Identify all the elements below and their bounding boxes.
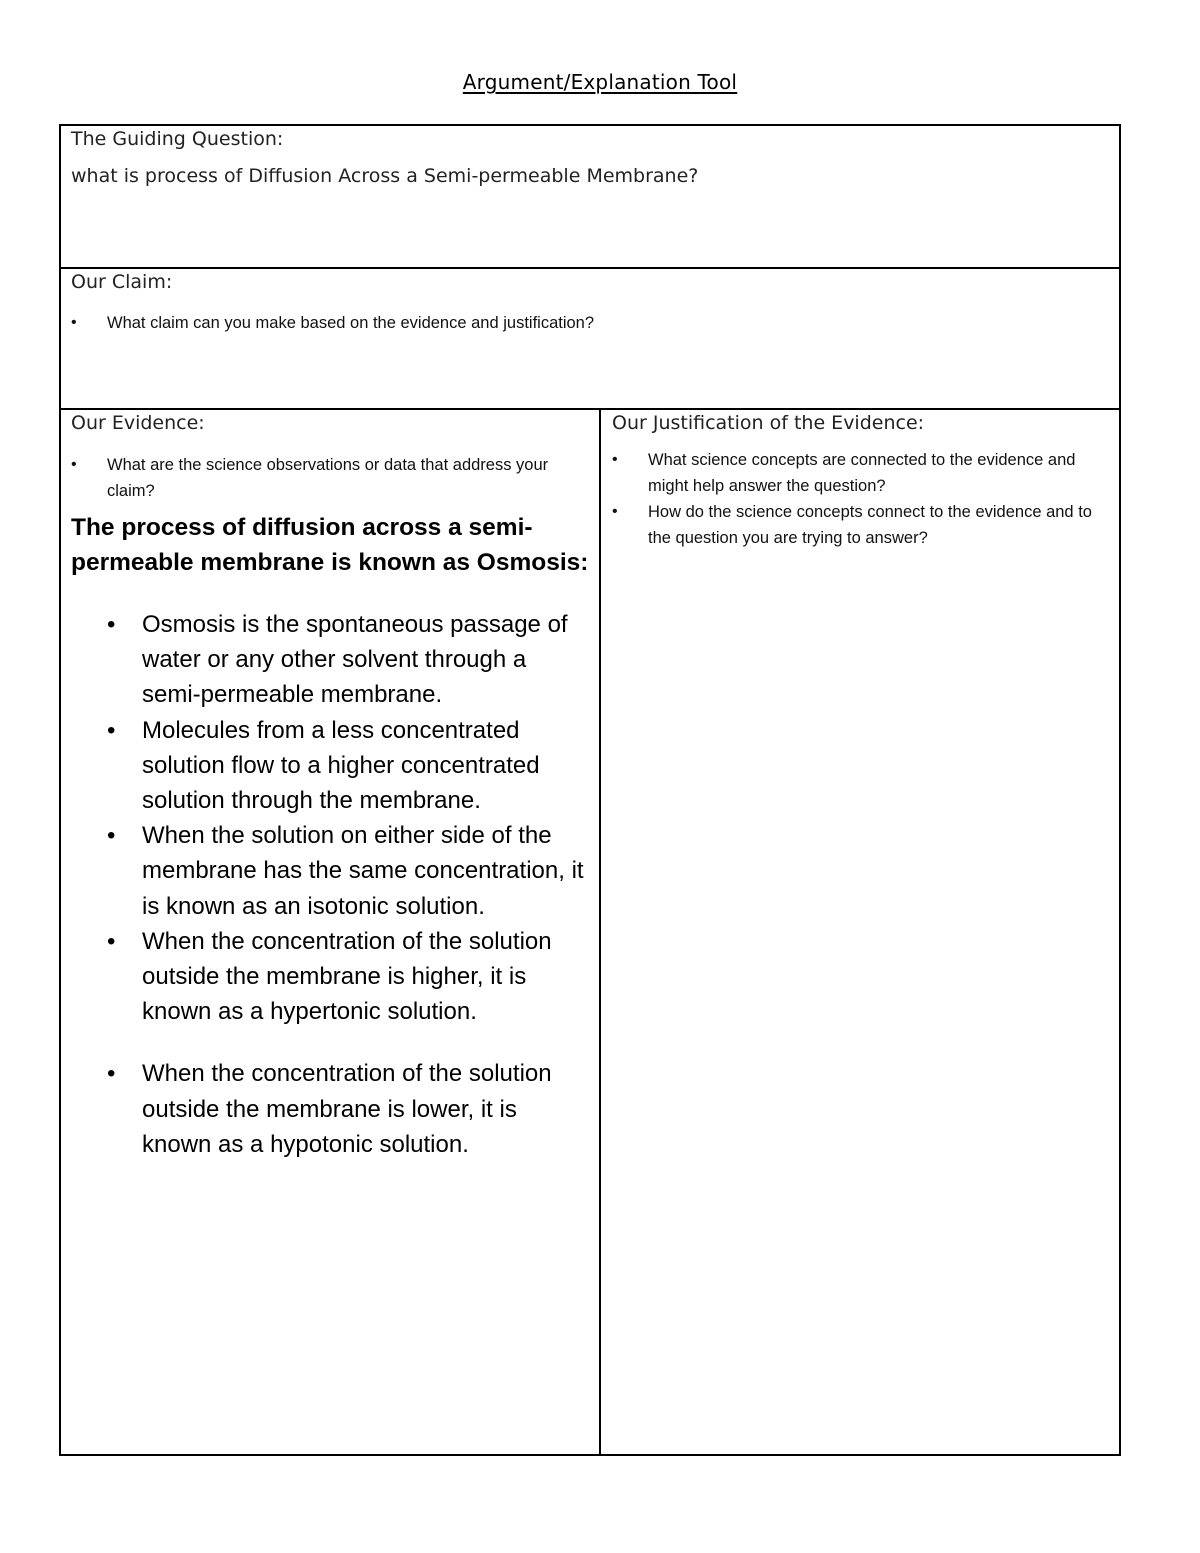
guiding-question-heading: The Guiding Question:	[71, 128, 284, 150]
list-item	[612, 447, 1112, 499]
bullet-icon: •	[107, 611, 116, 638]
claim-prompt-list	[71, 310, 1111, 336]
evidence-point: When the solution on either side of the membrane has the same concentration, it is known as an isotonic solution.	[142, 822, 584, 920]
list-item[interactable]	[71, 924, 591, 1030]
evidence-answer-heading[interactable]: The process of diffusion across a semi-permeable membrane is known as Osmosis:	[71, 514, 589, 576]
evidence-prompt: What are the science observations or data that address your claim?	[107, 456, 549, 500]
list-item[interactable]	[71, 818, 591, 924]
list-item	[71, 310, 1111, 336]
justification-prompt: What science concepts are connected to the evidence and might help answer the question?	[648, 451, 1076, 495]
bullet-icon: •	[71, 314, 77, 331]
justification-heading: Our Justification of the Evidence:	[612, 412, 925, 434]
evidence-answer-list	[71, 607, 591, 1162]
list-item	[71, 452, 591, 504]
list-item[interactable]	[71, 1056, 591, 1162]
claim-heading: Our Claim:	[71, 271, 173, 293]
column-divider	[599, 409, 601, 1454]
evidence-point: Molecules from a less concentrated solution flow to a higher concentrated solution through the membrane.	[142, 716, 540, 815]
list-item[interactable]	[71, 713, 591, 819]
bullet-icon: •	[107, 927, 116, 955]
evidence-heading: Our Evidence:	[71, 412, 205, 434]
list-item	[612, 499, 1112, 551]
bullet-icon: •	[612, 451, 618, 468]
evidence-cell[interactable]	[71, 410, 591, 1450]
guiding-question-cell[interactable]	[71, 126, 1111, 266]
bullet-icon: •	[612, 503, 618, 520]
evidence-prompt-list	[71, 452, 591, 504]
claim-cell[interactable]	[71, 269, 1111, 407]
justification-prompt-list	[612, 447, 1112, 551]
bullet-icon: •	[107, 1060, 116, 1088]
evidence-point: Osmosis is the spontaneous passage of water or any other solvent through a semi-permeable membrane.	[142, 611, 568, 709]
bullet-icon: •	[107, 822, 116, 850]
evidence-point: When the concentration of the solution outside the membrane is higher, it is known as a hypertonic solution.	[142, 927, 552, 1026]
justification-prompt: How do the science concepts connect to the evidence and to the question you are trying to answer?	[648, 503, 1092, 547]
bullet-icon: •	[107, 716, 116, 744]
list-item[interactable]	[71, 607, 591, 713]
argument-table	[59, 124, 1121, 1456]
document-title: Argument/Explanation Tool	[462, 70, 738, 94]
claim-prompt: What claim can you make based on the evidence and justification?	[107, 314, 595, 332]
justification-cell[interactable]	[612, 410, 1112, 1450]
guiding-question-text[interactable]: what is process of Diffusion Across a Semi-permeable Membrane?	[71, 165, 699, 187]
evidence-point: When the concentration of the solution outside the membrane is lower, it is known as a hypotonic solution.	[142, 1060, 552, 1158]
bullet-icon: •	[71, 456, 77, 473]
